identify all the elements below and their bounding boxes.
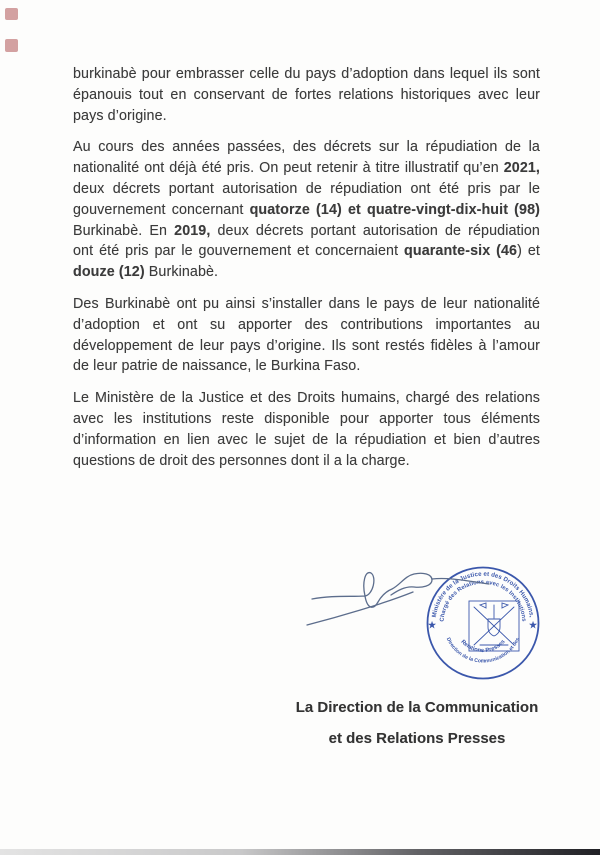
- signoff-line-1: La Direction de la Communication: [295, 699, 539, 716]
- scan-artifact-mark: [5, 39, 18, 52]
- star-icon: ★: [528, 620, 538, 630]
- paragraph: [73, 64, 540, 126]
- text-segment-bold: douze (12): [73, 264, 145, 281]
- text-segment: Le Ministère de la Justice et des Droits humains, chargé des relations avec les institutions reste disponible pour apporter tous éléments d’information en lien avec le sujet de la répudiation et bien d’autres questions de droit des personnes dont il a la charge.: [73, 390, 540, 469]
- stamp-arc-bottom-inner: Relations Presses: [459, 639, 507, 655]
- svg-text:Relations Presses: [459, 639, 506, 654]
- text-segment: Des Burkinabè ont pu ainsi s’installer dans le pays de leur nationalité d’adoption et ont su apporter des contributions importantes au développement de leur pays d’origine. Ils sont restés fidèles à l’amour de leur patrie de naissance, le Burkina Faso.: [73, 295, 540, 375]
- document-body: [73, 64, 540, 482]
- scan-edge-shadow: [0, 849, 600, 855]
- text-segment: Burkinabè. En: [73, 222, 175, 239]
- text-segment-bold: 2021,: [503, 160, 540, 177]
- scan-artifact-mark: [5, 8, 18, 20]
- text-segment: Burkinabè.: [144, 264, 219, 281]
- signoff-line-2: et des Relations Presses: [328, 730, 506, 747]
- paragraph: [73, 137, 540, 283]
- stamp-arc-bottom-outer: Direction de la Communication et des: [444, 636, 522, 665]
- text-segment-bold: 2019,: [174, 222, 211, 239]
- paragraph: [73, 294, 540, 377]
- text-segment: Au cours des années passées, des décrets sur la répudiation de la nationalité ont déjà été pris. On peut retenir à titre illustratif qu’en: [73, 139, 540, 177]
- handwritten-signature: [293, 563, 543, 635]
- text-segment: ) et: [517, 243, 540, 260]
- paragraph: [73, 388, 540, 471]
- text-segment-bold: quarante-six (46: [404, 243, 518, 260]
- text-segment: deux décrets portant autorisation de répudiation ont été pris par le gouvernement et concernaient: [73, 222, 540, 260]
- text-segment-bold: quatorze (14) et quatre-vingt-dix-huit (98): [249, 201, 541, 218]
- signoff-block: [272, 699, 562, 747]
- stamp-arc-top-inner: Chargé des Relations avec les Institutions: [439, 579, 527, 622]
- star-icon: ★: [427, 620, 437, 630]
- text-segment: burkinabè pour embrasser celle du pays d’adoption dans lequel ils sont épanouis tout en conservant de fortes relations historiques avec leur pays d’origine.: [73, 66, 540, 124]
- text-segment: deux décrets portant autorisation de répudiation ont été pris par le gouvernement concernant: [73, 180, 540, 218]
- stamp-arc-top-outer: Ministère de la Justice et des Droits Humains,: [430, 570, 536, 618]
